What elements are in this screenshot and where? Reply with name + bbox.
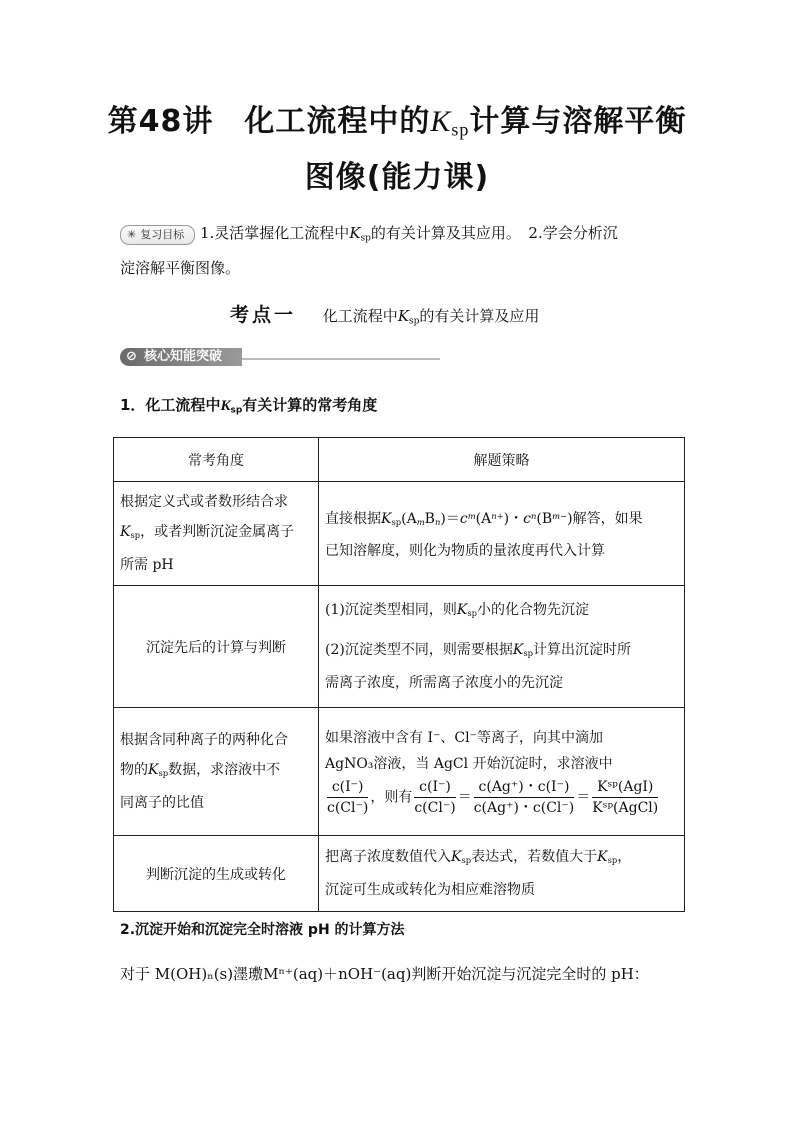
row1-angle: 根据定义式或者数形结合求 $K_{sp}$，或者判断沉淀金属离子 所需 pH bbox=[114, 482, 319, 586]
table-row bbox=[114, 708, 685, 836]
table-row bbox=[114, 586, 685, 708]
table-header-row bbox=[114, 438, 685, 482]
fraction: $\frac{c(Ag^+)・c(I^-)}{c(Ag^+)・c(Cl^-)}$ bbox=[473, 779, 575, 816]
review-goals: ✳ 复习目标 1.灵活掌握化工流程中$K_{sp}$的有关计算及其应用。 2.学会分析沉 淀溶解平衡图像。 bbox=[120, 218, 690, 283]
row4-angle: 判断沉淀的生成或转化 bbox=[114, 836, 319, 912]
row2-strategy: (1)沉淀类型相同，则$K_{sp}$小的化合物先沉淀 (2)沉淀类型不同，则需要根据$K_{sp}$计算出沉淀时所 需离子浓度，所需离子浓度小的先沉淀 bbox=[319, 586, 685, 708]
slash-circle-icon: ⊘ bbox=[126, 349, 137, 364]
header-strategy: 解题策略 bbox=[319, 438, 685, 482]
star-icon: ✳ bbox=[127, 228, 137, 241]
body-line: 对于 M(OH)ₙ(s)濹璷Mⁿ⁺(aq)＋nOH⁻(aq)判断开始沉淀与沉淀完全时的 pH： bbox=[120, 965, 649, 983]
header-angle: 常考角度 bbox=[114, 438, 319, 482]
page-title-line2: 图像(能力课) bbox=[304, 160, 490, 195]
row1-strategy: 直接根据$K_{sp}(A_mB_n)=c^m(A^{n+})$・$c^n(B^{m-})$解答，如果 已知溶解度，则化为物质的量浓度再代入计算 bbox=[319, 482, 685, 586]
section-1-heading: 1．化工流程中$K_{sp}$有关计算的常考角度 bbox=[120, 396, 378, 416]
page-title: 第48讲 化工流程中的$K_{sp}$计算与溶解平衡 bbox=[107, 104, 687, 140]
row2-angle: 沉淀先后的计算与判断 bbox=[114, 586, 319, 708]
table-row bbox=[114, 836, 685, 912]
row3-angle: 根据含同种离子的两种化合 物的$K_{sp}$数据，求溶液中不 同离子的比值 bbox=[114, 708, 319, 836]
table-row bbox=[114, 482, 685, 586]
strategy-table bbox=[113, 437, 685, 912]
core-knowledge-badge: ⊘ 核心知能突破 bbox=[120, 348, 440, 366]
row4-strategy: 把离子浓度数值代入$K_{sp}$表达式，若数值大于$K_{sp}$， 沉淀可生成或转化为相应难溶物质 bbox=[319, 836, 685, 912]
section-2-heading: 2.沉淀开始和沉淀完全时溶液 pH 的计算方法 bbox=[120, 922, 405, 938]
review-badge: ✳ 复习目标 bbox=[120, 225, 195, 245]
kaodian-heading: 考点一 化工流程中$K_{sp}$的有关计算及应用 bbox=[230, 304, 540, 327]
fraction: $\frac{\text{Kˢᵖ(AgI)}}{\text{Kˢᵖ(AgCl)}}$ bbox=[592, 779, 659, 816]
fraction: $\frac{c(I^-)}{c(Cl^-)}$ bbox=[327, 779, 369, 816]
row3-strategy: 如果溶液中含有 I⁻、Cl⁻等离子，向其中滴加 AgNO₃溶液，当 AgCl 开始沉淀时，求溶液中 $\frac{c(I^-)}{c(Cl^-)}$ ，则有 $\frac{c(I^-)}{c(Cl^-)}$ ＝ $\frac{c(Ag^+)・c(I^-)}{c(Ag^+)・c(Cl^-)}$ ＝ $\frac{\text{Kˢᵖ(AgI)}}{\text{Kˢᵖ(AgCl)}}$ bbox=[319, 708, 685, 836]
fraction: $\frac{c(I^-)}{c(Cl^-)}$ bbox=[414, 779, 456, 816]
